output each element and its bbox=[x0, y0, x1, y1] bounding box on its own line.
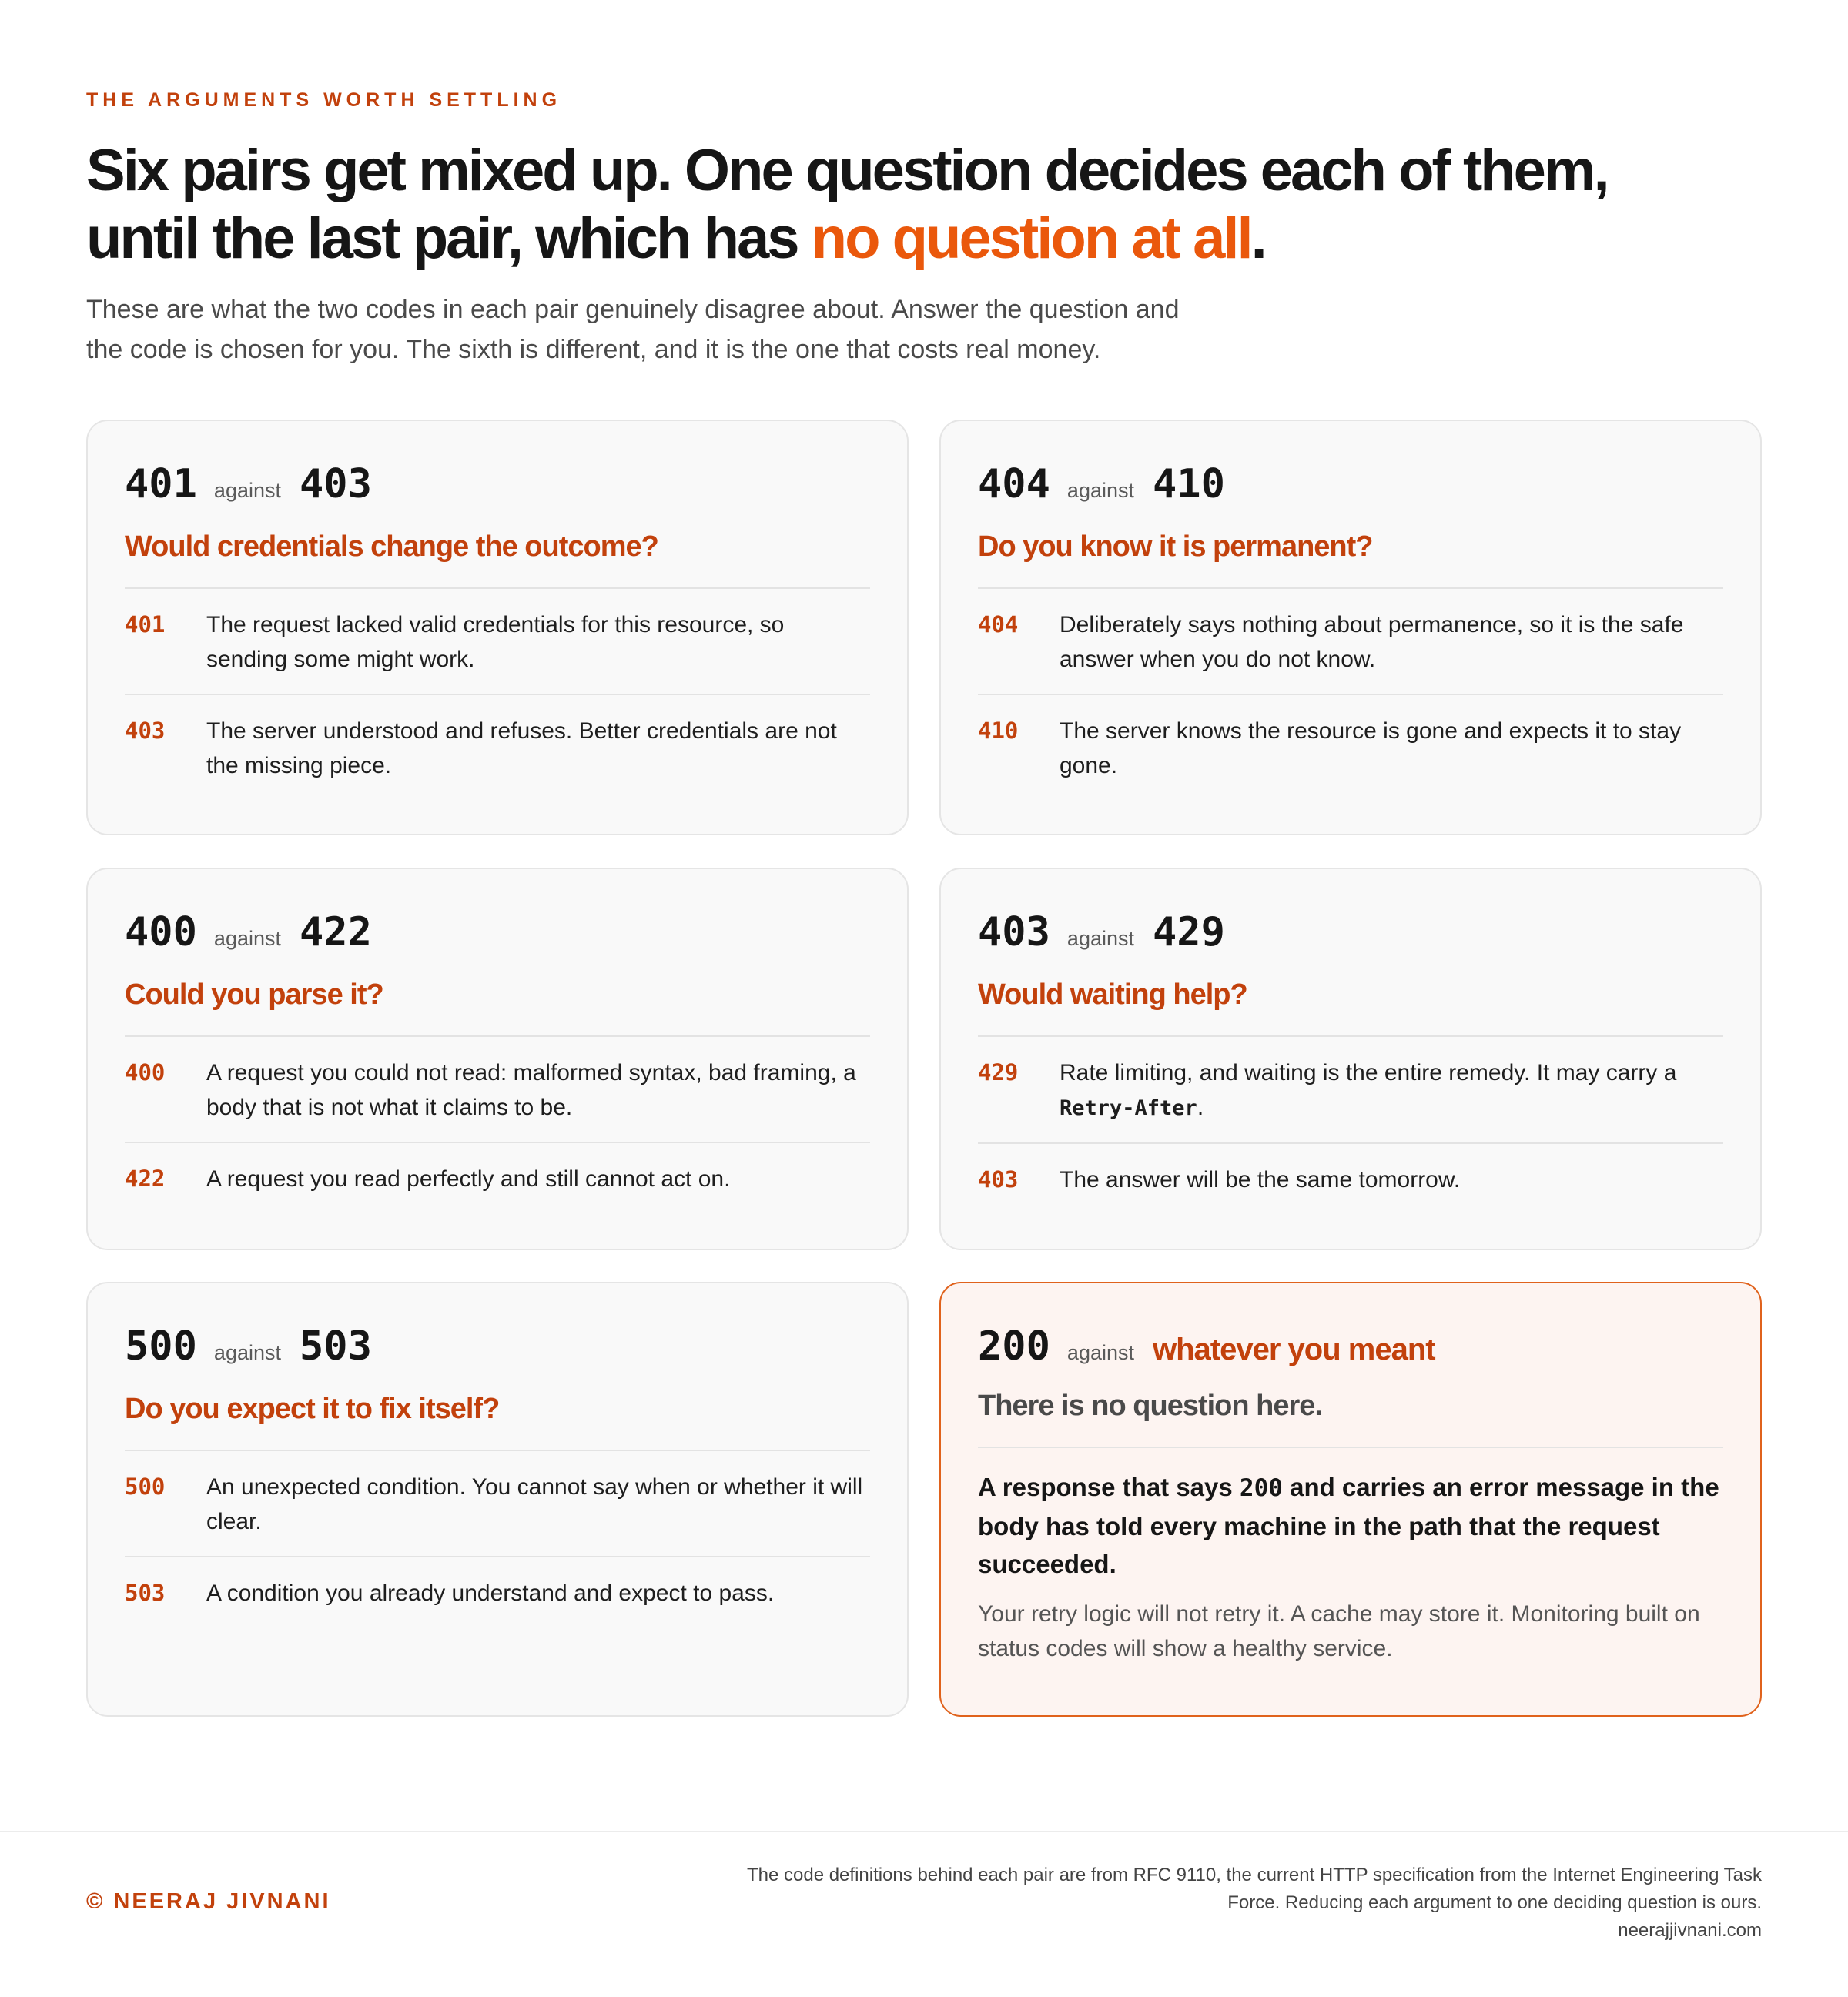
row-text: A request you could not read: malformed syntax, bad framing, a body that is not what it claims to be. bbox=[206, 1060, 856, 1120]
pair-left-code: 200 bbox=[978, 1323, 1050, 1370]
row-text-main: Rate limiting, and waiting is the entire remedy. It may carry a bbox=[1060, 1060, 1677, 1085]
pair-heading bbox=[978, 909, 1723, 960]
definition-row bbox=[978, 1142, 1723, 1214]
pair-heading bbox=[978, 1323, 1723, 1374]
row-code: 400 bbox=[125, 1059, 166, 1085]
warning-text-start: A response that says bbox=[978, 1473, 1240, 1501]
against-label: against bbox=[213, 927, 281, 950]
row-text: The request lacked valid credentials for this resource, so sending some might work. bbox=[206, 612, 785, 672]
signature: © NEERAJ JIVNANI bbox=[86, 1889, 331, 1914]
pair-left-code: 401 bbox=[125, 461, 197, 507]
pair-right-label: whatever you meant bbox=[1153, 1333, 1435, 1366]
definition-row bbox=[125, 1451, 870, 1556]
row-code: 429 bbox=[978, 1059, 1019, 1085]
row-text: The server understood and refuses. Better credentials are not the missing piece. bbox=[206, 718, 837, 778]
pair-left-code: 403 bbox=[978, 909, 1050, 955]
definition-row bbox=[125, 1142, 870, 1213]
against-label: against bbox=[1066, 1341, 1134, 1364]
row-text: An unexpected condition. You cannot say when or whether it will clear. bbox=[206, 1474, 863, 1534]
deciding-question: Would waiting help? bbox=[978, 978, 1247, 1011]
definition-row bbox=[125, 1556, 870, 1627]
divider bbox=[978, 1447, 1723, 1448]
headline-line-1: Six pairs get mixed up. One question decides each of them, bbox=[86, 138, 1608, 203]
pair-card-401-403 bbox=[86, 420, 909, 835]
pair-left-code: 400 bbox=[125, 909, 197, 955]
status-200-inline: 200 bbox=[1239, 1474, 1283, 1502]
no-question-heading: There is no question here. bbox=[978, 1390, 1322, 1422]
deciding-question: Would credentials change the outcome? bbox=[125, 530, 658, 563]
deciding-question: Could you parse it? bbox=[125, 978, 383, 1011]
pair-right-code: 503 bbox=[300, 1323, 372, 1370]
pairs-grid bbox=[86, 420, 1762, 1717]
pair-heading bbox=[978, 461, 1723, 512]
definition-row bbox=[125, 694, 870, 800]
lede-line-1: These are what the two codes in each pair genuinely disagree about. Answer the question and bbox=[86, 295, 1180, 324]
row-code: 410 bbox=[978, 718, 1019, 744]
pair-right-code: 403 bbox=[300, 461, 372, 507]
pair-left-code: 404 bbox=[978, 461, 1050, 507]
row-text: A request you read perfectly and still cannot act on. bbox=[206, 1166, 731, 1192]
deciding-question: Do you expect it to fix itself? bbox=[125, 1393, 500, 1425]
row-text: A condition you already understand and expect to pass. bbox=[206, 1581, 775, 1606]
against-label: against bbox=[1066, 927, 1134, 950]
footnote bbox=[684, 1862, 1762, 1945]
row-code: 503 bbox=[125, 1580, 166, 1606]
against-label: against bbox=[1066, 479, 1134, 502]
definition-row bbox=[125, 1037, 870, 1142]
lede-line-2: the code is chosen for you. The sixth is different, and it is the one that costs real money. bbox=[86, 335, 1101, 364]
row-text-end: . bbox=[1197, 1095, 1204, 1120]
pair-right-code: 422 bbox=[300, 909, 372, 955]
definition-row bbox=[125, 589, 870, 694]
pair-left-code: 500 bbox=[125, 1323, 197, 1370]
row-code: 404 bbox=[978, 611, 1019, 637]
footnote-line-1: The code definitions behind each pair are from RFC 9110, the current HTTP specification from the Internet Engineering Task bbox=[746, 1865, 1762, 1885]
pair-heading bbox=[125, 1323, 870, 1374]
pair-card-400-422 bbox=[86, 868, 909, 1250]
headline-accent: no question at all bbox=[811, 206, 1251, 271]
pair-right-code: 429 bbox=[1153, 909, 1225, 955]
warning-statement bbox=[978, 1468, 1723, 1583]
footnote-line-2: Force. Reducing each argument to one deciding question is ours. bbox=[1227, 1892, 1762, 1913]
pair-right-code: 410 bbox=[1153, 461, 1225, 507]
deciding-question: Do you know it is permanent? bbox=[978, 530, 1373, 563]
warning-text-end: and carries an error message in the body has told every machine in the path that the request succeeded. bbox=[978, 1473, 1719, 1578]
row-text: Deliberately says nothing about permanence, so it is the safe answer when you do not know. bbox=[1060, 612, 1684, 672]
against-label: against bbox=[213, 1341, 281, 1364]
pair-card-404-410 bbox=[939, 420, 1762, 835]
eyebrow: THE ARGUMENTS WORTH SETTLING bbox=[86, 89, 562, 111]
row-code: 403 bbox=[978, 1166, 1019, 1193]
pair-heading bbox=[125, 461, 870, 512]
headline-line-2: until the last pair, which has bbox=[86, 206, 812, 271]
lede bbox=[86, 289, 1287, 370]
headline bbox=[86, 137, 1765, 273]
website-link[interactable]: neerajjivnani.com bbox=[1618, 1920, 1762, 1941]
pair-heading bbox=[125, 909, 870, 960]
row-text: The server knows the resource is gone and expects it to stay gone. bbox=[1060, 718, 1682, 778]
pair-card-403-429 bbox=[939, 868, 1762, 1250]
definition-row bbox=[978, 589, 1723, 694]
pair-card-200-whatever bbox=[939, 1282, 1762, 1717]
against-label: against bbox=[213, 479, 281, 502]
headline-period: . bbox=[1250, 206, 1265, 271]
row-code: 422 bbox=[125, 1166, 166, 1192]
definition-row bbox=[978, 694, 1723, 800]
row-code: 401 bbox=[125, 611, 166, 637]
footer-divider bbox=[0, 1831, 1848, 1832]
retry-after-header: Retry-After bbox=[1060, 1096, 1197, 1120]
definition-row bbox=[978, 1037, 1723, 1142]
row-text bbox=[1060, 1055, 1723, 1126]
row-text: The answer will be the same tomorrow. bbox=[1060, 1167, 1461, 1193]
pair-card-500-503 bbox=[86, 1282, 909, 1717]
row-code: 403 bbox=[125, 718, 166, 744]
consequence-text: Your retry logic will not retry it. A cache may store it. Monitoring built on status codes will show a healthy service. bbox=[978, 1601, 1700, 1661]
row-code: 500 bbox=[125, 1473, 166, 1500]
